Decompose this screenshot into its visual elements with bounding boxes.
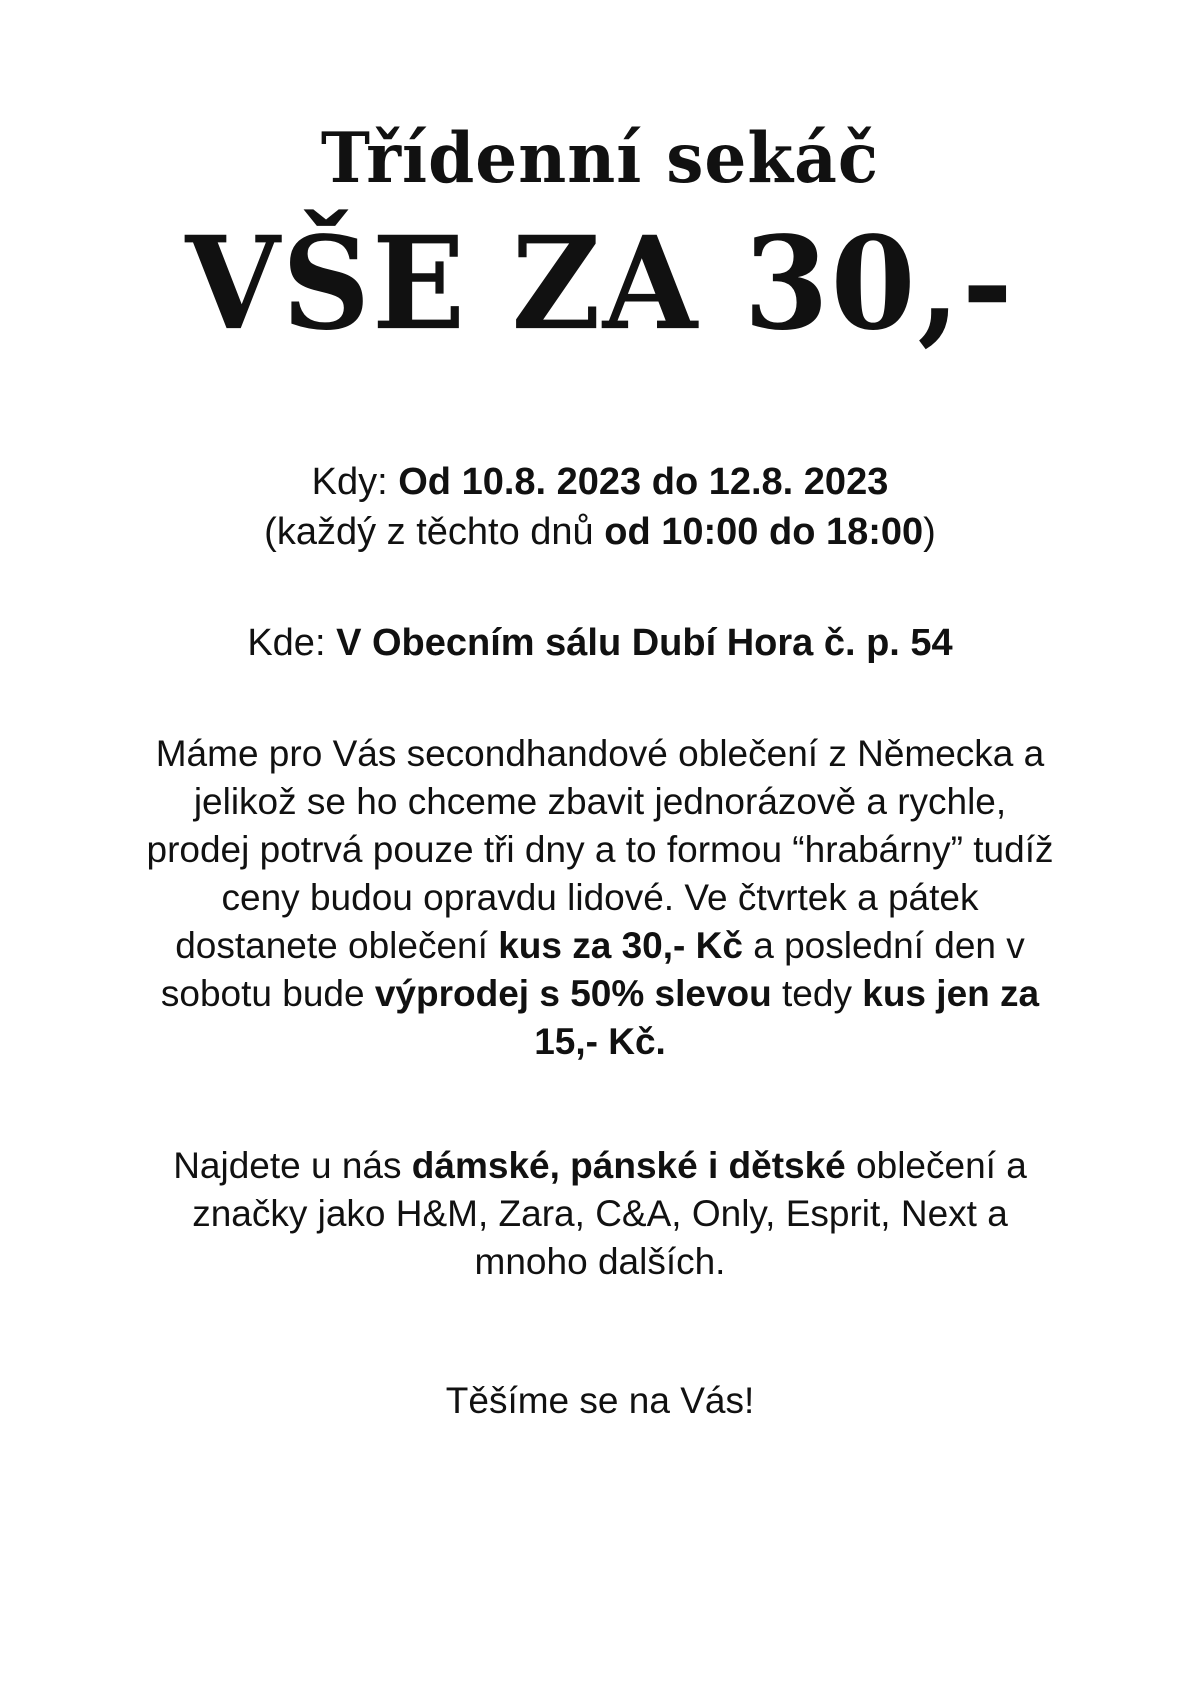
where-place: V Obecním sálu Dubí Hora č. p. 54 xyxy=(336,622,953,664)
when-label: Kdy: xyxy=(311,461,399,503)
when-hours-suffix: ) xyxy=(923,511,936,553)
assortment-paragraph xyxy=(140,1142,1060,1286)
where-label: Kde: xyxy=(247,622,337,664)
closing-line: Těšíme se na Vás! xyxy=(445,1380,755,1421)
sale-discount: výprodej s 50% slevou xyxy=(374,973,772,1014)
when-section xyxy=(0,457,1200,557)
description-text-2: a poslední den v sobotu bude xyxy=(160,925,1025,1014)
price-saturday: kus jen za 15,- Kč. xyxy=(534,973,1040,1062)
when-hours-line xyxy=(0,507,1200,557)
when-dates: Od 10.8. 2023 do 12.8. 2023 xyxy=(398,461,889,503)
when-dates-line xyxy=(0,457,1200,507)
where-section xyxy=(0,618,1200,668)
description-paragraph xyxy=(140,730,1060,1066)
assortment-text-1: Najdete u nás xyxy=(173,1145,412,1186)
when-hours-prefix: (každý z těchto dnů xyxy=(264,511,605,553)
flyer-title: Třídenní sekáč xyxy=(320,117,880,199)
description-text-3: tedy xyxy=(771,973,863,1014)
flyer-headline-price: VŠE ZA 30,- xyxy=(185,207,1015,359)
description-text-1: Máme pro Vás secondhandové oblečení z Německa a jelikož se ho chceme zbavit jednorázově a rychle, prodej potrvá pouze tři dny a to formou “hrabárny” tudíž ceny budou opravdu lidové. Ve čtvrtek a pátek dostanete oblečení xyxy=(146,733,1054,966)
assortment-text-2: oblečení a značky jako H&M, Zara, C&A, Only, Esprit, Next a mnoho dalších. xyxy=(192,1145,1027,1282)
price-weekdays: kus za 30,- Kč xyxy=(498,925,743,966)
assortment-categories: dámské, pánské i dětské xyxy=(411,1145,846,1186)
when-hours: od 10:00 do 18:00 xyxy=(604,511,924,553)
